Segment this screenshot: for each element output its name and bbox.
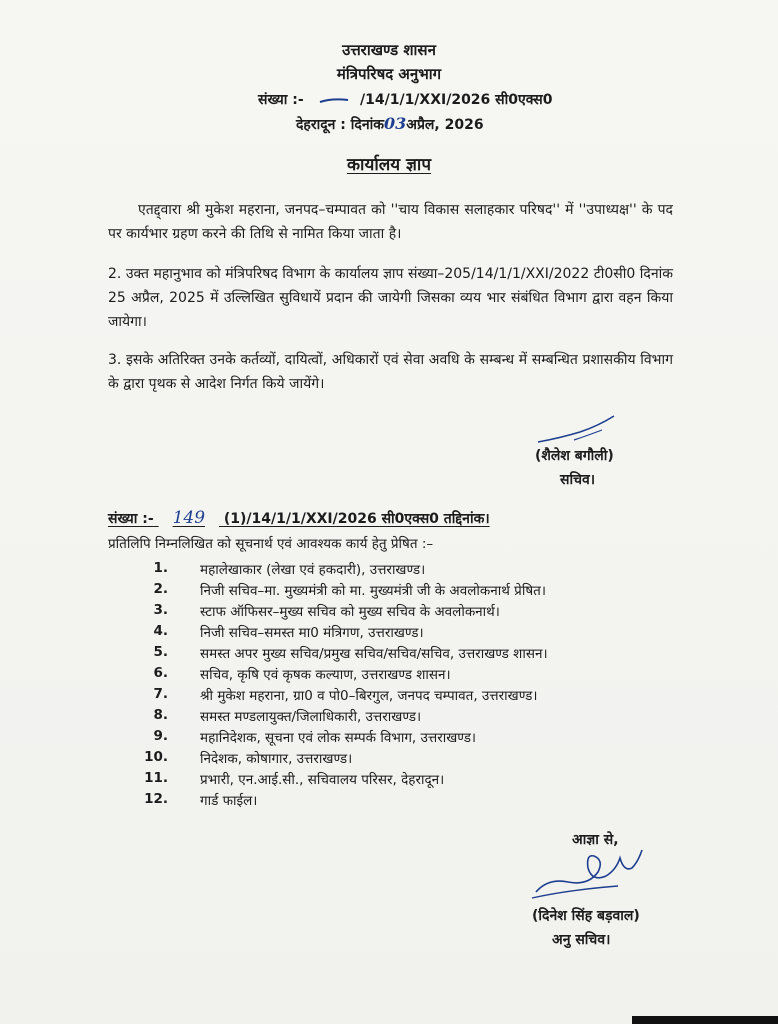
list-item: श्री मुकेश महराना, ग्रा0 व पो0–बिरगुल, जनपद चम्पावत, उत्तराखण्ड। xyxy=(200,688,538,704)
paragraph-3: 3. इसके अतिरिक्त उनके कर्तव्यों, दायित्वों, अधिकारों एवं सेवा अवधि के सम्बन्ध में सम्बन्धित प्रशासकीय विभाग के द्वारा पृथक से आदेश निर्गत किये जायेंगे। xyxy=(108,352,673,392)
date-handwritten: 03 xyxy=(383,114,407,133)
copy-intro: प्रतिलिपि निम्नलिखित को सूचनार्थ एवं आवश्यक कार्य हेतु प्रेषित :– xyxy=(108,536,434,552)
list-item: निजी सचिव–मा. मुख्यमंत्री को मा. मुख्यमंत्री जी के अवलोकनार्थ प्रेषित। xyxy=(200,583,546,599)
handwritten-number-stroke xyxy=(318,96,350,106)
list-item: स्टाफ ऑफिसर–मुख्य सचिव को मुख्य सचिव के अवलोकनार्थ। xyxy=(200,604,500,620)
by-order-text: आज्ञा से, xyxy=(572,832,619,848)
list-item: सचिव, कृषि एवं कृषक कल्याण, उत्तराखण्ड शासन। xyxy=(200,667,451,683)
signature-2 xyxy=(528,842,648,904)
order-number-label: संख्या :- xyxy=(258,92,304,108)
copy-number-handwritten: 149 xyxy=(172,508,206,528)
list-item-number: 5. xyxy=(153,644,168,660)
signature-1 xyxy=(530,410,620,450)
govt-heading: उत्तराखण्ड शासन xyxy=(342,41,436,59)
section-heading: मंत्रिपरिषद अनुभाग xyxy=(336,65,442,83)
paragraph-2: 2. उक्त महानुभाव को मंत्रिपरिषद विभाग के कार्यालय ज्ञाप संख्या–205/14/1/1/XXI/2022 टी0सी0 दिनांक 25 अप्रैल, 2025 में उल्लिखित सुविधायें प्रदान की जायेगी जिसका व्यय भार संबंधित विभाग द्वारा वहन किया जायेगा। xyxy=(108,266,673,330)
list-item-number: 12. xyxy=(144,791,168,807)
signatory-1-name: (शैलेश बगौली) xyxy=(535,448,614,464)
date-suffix: अप्रैल, 2026 xyxy=(406,117,484,133)
memo-title: कार्यालय ज्ञाप xyxy=(347,155,431,175)
list-item-number: 1. xyxy=(153,560,168,576)
list-item-number: 3. xyxy=(153,602,168,618)
list-item: समस्त मण्डलायुक्त/जिलाधिकारी, उत्तराखण्ड। xyxy=(200,709,422,725)
list-item: निजी सचिव–समस्त मा0 मंत्रिगण, उत्तराखण्ड। xyxy=(200,625,424,641)
list-item: महानिदेशक, सूचना एवं लोक सम्पर्क विभाग, उत्तराखण्ड। xyxy=(200,730,477,746)
order-number-value: /14/1/1/XXI/2026 सी0एक्स0 xyxy=(360,92,553,108)
date-line xyxy=(296,114,484,134)
signatory-2-name: (दिनेश सिंह बड़वाल) xyxy=(532,908,640,924)
list-item: महालेखाकार (लेखा एवं हकदारी), उत्तराखण्ड। xyxy=(200,562,426,578)
copy-number-label: संख्या :- xyxy=(108,511,154,527)
list-item-number: 2. xyxy=(153,581,168,597)
list-item: समस्त अपर मुख्य सचिव/प्रमुख सचिव/सचिव/सचिव, उत्तराखण्ड शासन। xyxy=(200,646,548,662)
scan-edge-artifact xyxy=(632,1016,778,1024)
list-item-number: 7. xyxy=(153,686,168,702)
list-item: निदेशक, कोषागार, उत्तराखण्ड। xyxy=(200,751,353,767)
signatory-1-designation: सचिव। xyxy=(560,472,596,488)
list-item-number: 11. xyxy=(144,770,168,786)
copy-number-value: (1)/14/1/1/XXI/2026 सी0एक्स0 तद्दिनांक। xyxy=(223,511,490,527)
list-item-number: 8. xyxy=(153,707,168,723)
list-item-number: 9. xyxy=(153,728,168,744)
date-prefix: देहरादून : दिनांक xyxy=(296,117,384,133)
list-item: प्रभारी, एन.आई.सी., सचिवालय परिसर, देहरादून। xyxy=(200,772,445,788)
paragraph-1: एतद्द्वारा श्री मुकेश महराना, जनपद–चम्पावत को ''चाय विकास सलाहकार परिषद'' में ''उपाध्यक्ष'' के पद पर कार्यभार ग्रहण करने की तिथि से नामित किया जाता है। xyxy=(108,202,673,242)
list-item-number: 4. xyxy=(153,623,168,639)
list-item-number: 10. xyxy=(144,749,168,765)
copy-number-line xyxy=(108,508,490,528)
signatory-2-designation: अनु सचिव। xyxy=(552,932,611,948)
list-item: गार्ड फाईल। xyxy=(200,793,258,809)
list-item-number: 6. xyxy=(153,665,168,681)
